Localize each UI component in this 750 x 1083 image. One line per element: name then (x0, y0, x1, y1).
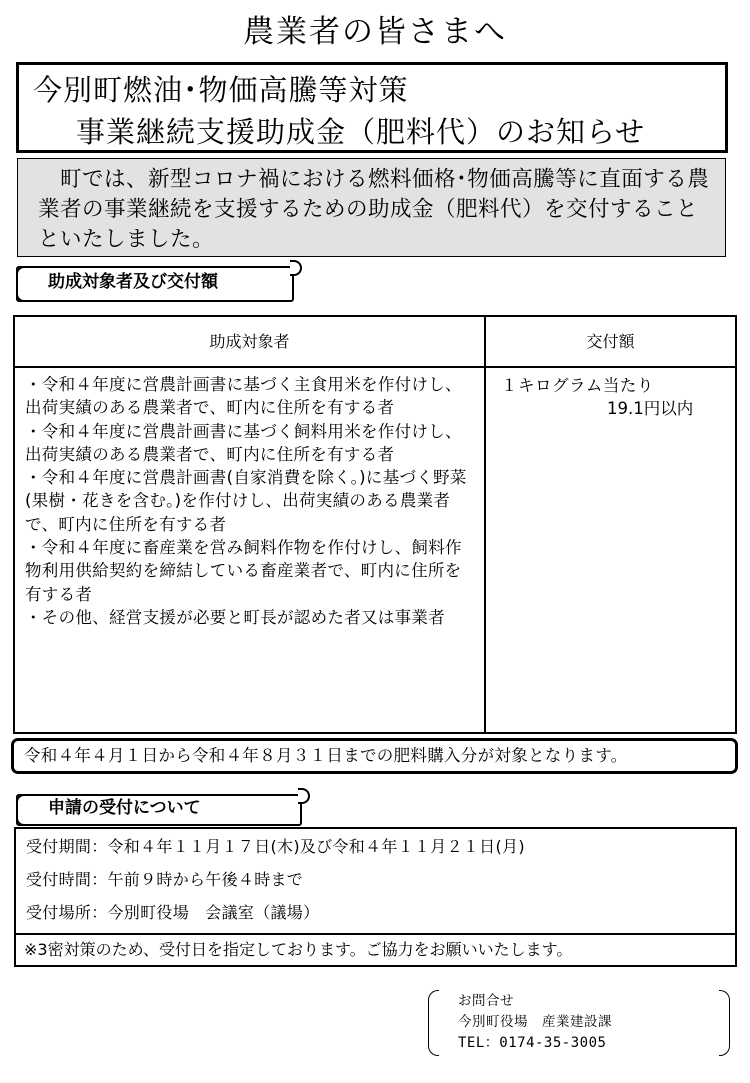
purchase-period-note: 令和４年４月１日から令和４年８月３１日までの肥料購入分が対象となります。 (11, 738, 738, 774)
application-period: 受付期間：令和４年１１月１７日(木)及び令和４年１１月２１日(月) (26, 837, 525, 856)
section-heading-application-label: 申請の受付について (48, 798, 201, 818)
contact-block (428, 990, 730, 1056)
contact-office: 今別町役場 産業建設課 (458, 1014, 612, 1030)
covid-note: ※3密対策のため、受付日を指定しております。ご協力をお願いいたします。 (14, 933, 737, 967)
amount-line2: 19.1円以内 (607, 399, 694, 418)
main-title-line1: 今別町燃油･物価高騰等対策 (33, 73, 409, 107)
list-item: ・令和４年度に営農計画書(自家消費を除く。)に基づく野菜(果樹・花きを含む。)を作付けし、出荷実績のある農業者で、町内に住所を有する者 (25, 468, 467, 534)
eligible-list (25, 373, 477, 629)
application-info-box (14, 827, 737, 935)
table-header-amount: 交付額 (586, 332, 635, 351)
main-title-line2: 事業継続支援助成金（肥料代）のお知らせ (76, 115, 646, 149)
section-heading-eligibility-label: 助成対象者及び交付額 (48, 272, 218, 292)
page-title: 農業者の皆さまへ (243, 14, 507, 50)
grant-table (13, 315, 737, 734)
contact-tel: TEL：0174-35-3005 (458, 1035, 607, 1051)
table-header-divider (15, 366, 735, 368)
contact-bracket-left (428, 990, 439, 1056)
application-place: 受付場所：今別町役場 会議室（議場） (26, 903, 320, 922)
table-column-divider (484, 317, 486, 732)
intro-text: 町では、新型コロナ禍における燃料価格･物価高騰等に直面する農業者の事業継続を支援するための助成金（肥料代）を交付することといたしました。 (38, 167, 710, 252)
section-heading-eligibility (16, 266, 294, 302)
application-hours: 受付時間：午前９時から午後４時まで (26, 870, 304, 889)
section-heading-application (16, 794, 302, 826)
list-item: ・令和４年度に営農計画書に基づく飼料用米を作付けし、出荷実績のある農業者で、町内に住所を有する者 (25, 421, 462, 464)
main-title-box (16, 62, 728, 153)
list-item: ・令和４年度に営農計画書に基づく主食用米を作付けし、出荷実績のある農業者で、町内に住所を有する者 (25, 375, 462, 418)
table-header-eligible: 助成対象者 (209, 332, 290, 351)
contact-label: お問合せ (458, 993, 514, 1009)
list-item: ・その他、経営支援が必要と町長が認めた者又は事業者 (25, 607, 445, 627)
amount-line1: １キログラム当たり (501, 376, 654, 395)
list-item: ・令和４年度に畜産業を営み飼料作物を作付けし、飼料作物利用供給契約を締結している畜産業者で、町内に住所を有する者 (25, 538, 462, 604)
intro-box (17, 158, 726, 257)
contact-bracket-right (719, 990, 730, 1056)
